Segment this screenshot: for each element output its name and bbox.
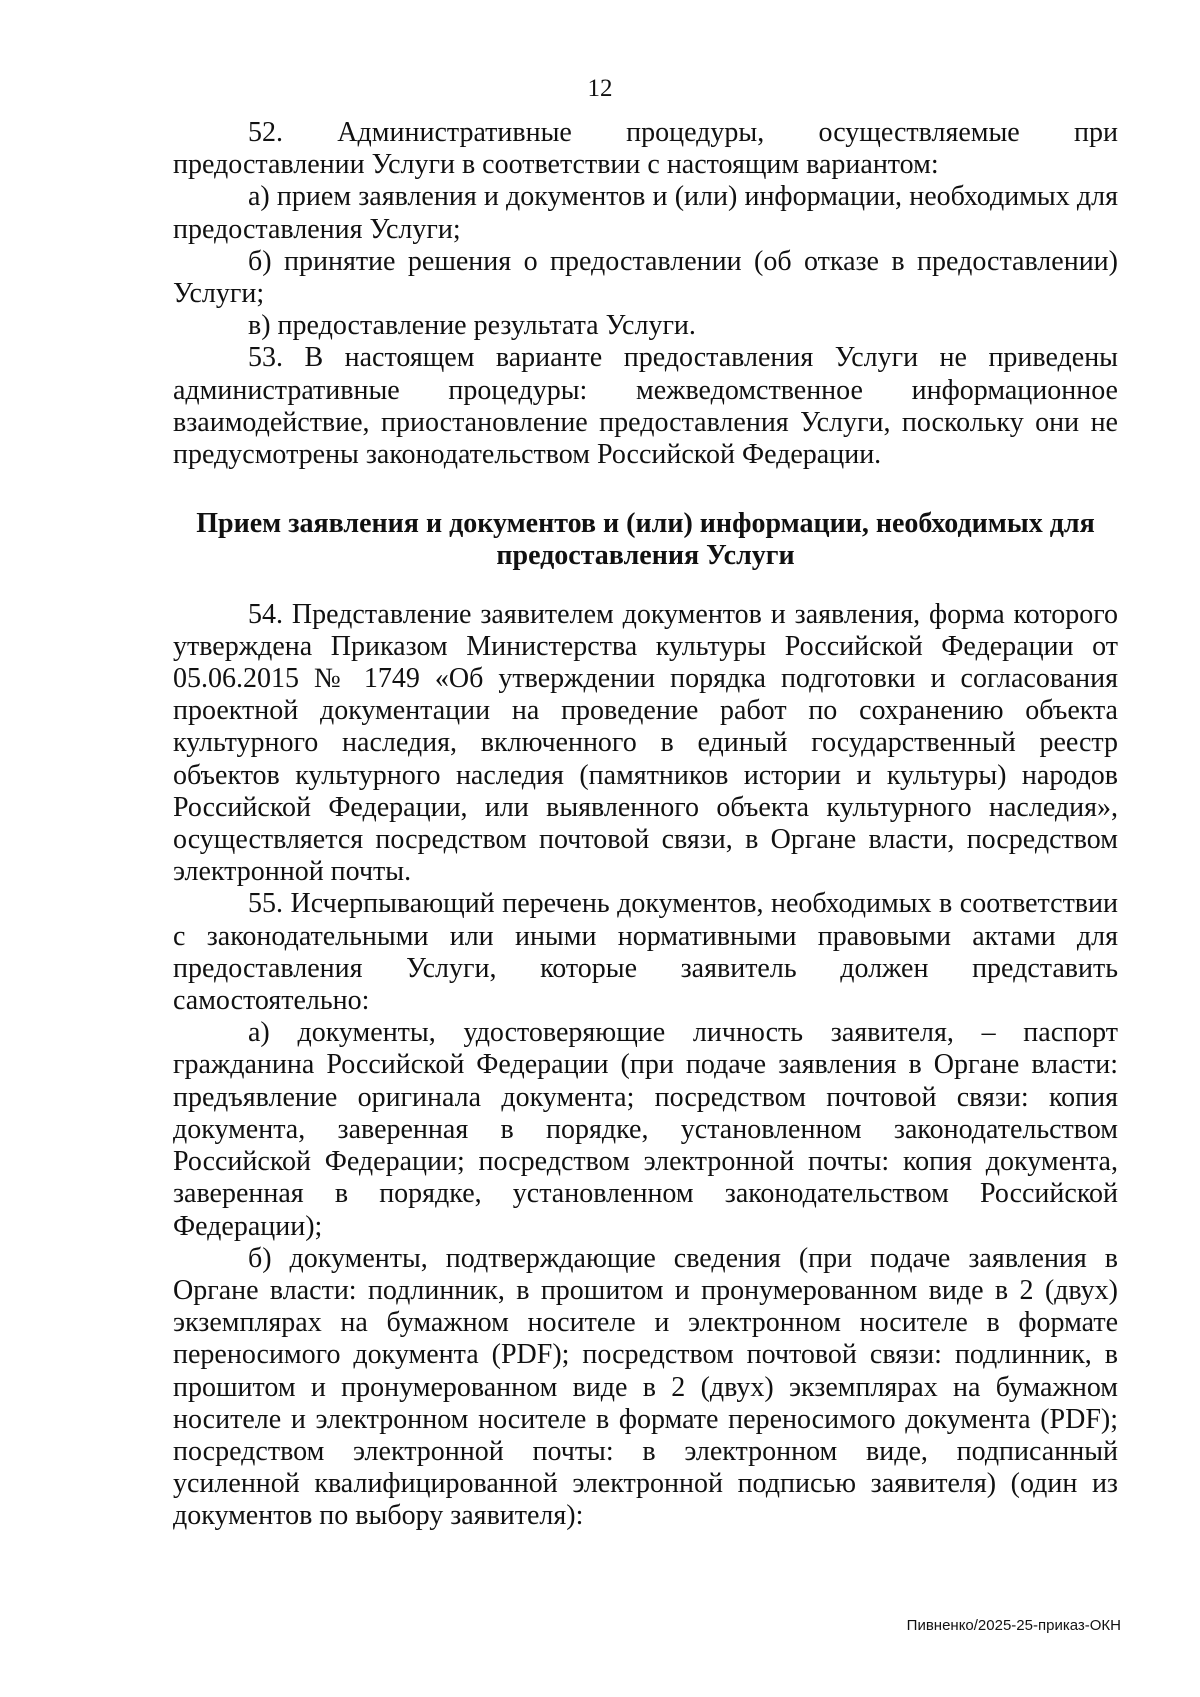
list-item-b-documents: б) документы, подтверждающие сведения (при подаче заявления в Органе власти: подлинник, в прошитом и пронумерованном виде в 2 (двух) экземплярах на бумажном носителе и электронном носителе в формате переносимого документа (PDF); посредством почтовой связи: подлинник, в прошитом и пронумерованном виде в 2 (двух) экземплярах на бумажном носителе и электронном носителе в формате переносимого документа (PDF); посредством электронной почты: в электронном виде, подписанный усиленной квалифицированной электронной подписью заявителя) (один из документов по выбору заявителя): <box>173 1242 1118 1532</box>
list-item-a: а) прием заявления и документов и (или) информации, необходимых для предоставления Услуги; <box>173 181 1118 245</box>
page-number: 12 <box>587 75 613 102</box>
paragraph-52: 52. Административные процедуры, осуществляемые при предоставлении Услуги в соответствии с настоящим вариантом: <box>173 117 1118 181</box>
paragraph-54: 54. Представление заявителем документов и заявления, форма которого утверждена Приказом Министерства культуры Российской Федерации от 05.06.2015 № 1749 «Об утверждении порядка подготовки и согласования проектной документации на проведение работ по сохранению объекта культурного наследия, включенного в единый государственный реестр объектов культурного наследия (памятников истории и культуры) народов Российской Федерации, или выявленного объекта культурного наследия», осуществляется посредством почтовой связи, в Органе власти, посредством электронной почты. <box>173 598 1118 888</box>
section-heading: Прием заявления и документов и (или) информации, необходимых для предоставления Услуги <box>196 508 1095 572</box>
list-item-v: в) предоставление результата Услуги. <box>248 310 696 342</box>
footer-code: Пивненко/2025-25-приказ-ОКН <box>906 1617 1121 1634</box>
paragraph-55: 55. Исчерпывающий перечень документов, необходимых в соответствии с законодательными или иными нормативными правовыми актами для предоставления Услуги, которые заявитель должен представить самостоятельно: <box>173 888 1118 1017</box>
list-item-a-documents: а) документы, удостоверяющие личность заявителя, – паспорт гражданина Российской Федерации (при подаче заявления в Органе власти: предъявление оригинала документа; посредством почтовой связи: копия документа, заверенная в порядке, установленном законодательством Российской Федерации; посредством электронной почты: копия документа, заверенная в порядке, установленном законодательством Российской Федерации); <box>173 1017 1118 1242</box>
paragraph-53: 53. В настоящем варианте предоставления Услуги не приведены административные процедуры: межведомственное информационное взаимодействие, приостановление предоставления Услуги, поскольку они не предусмотрены законодательством Российской Федерации. <box>173 342 1118 471</box>
document-body <box>173 117 1118 1533</box>
list-item-b: б) принятие решения о предоставлении (об отказе в предоставлении) Услуги; <box>173 245 1118 310</box>
